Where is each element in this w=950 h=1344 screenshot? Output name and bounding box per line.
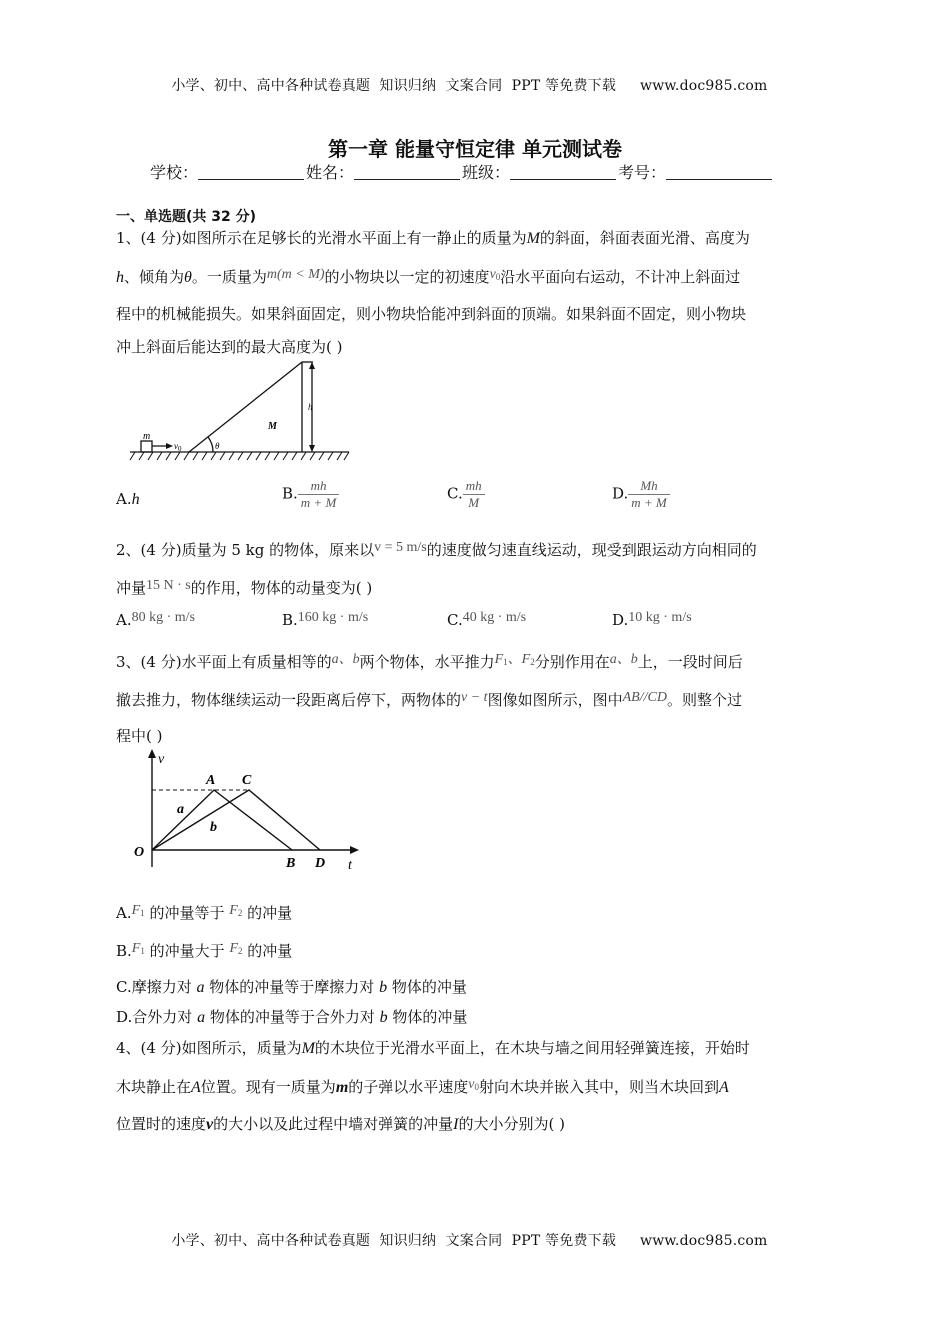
var-a: a: [196, 979, 205, 996]
var-a: a: [331, 652, 339, 667]
option-key: A.: [116, 611, 132, 629]
question-2-line-1: [116, 530, 836, 568]
var-M: M: [301, 1040, 315, 1057]
student-info-fields: [150, 160, 774, 183]
var-b: b: [630, 652, 638, 667]
question-1-line-3: 程中的机械能损失。如果斜面固定，则小物块恰能冲到斜面的顶端。如果斜面不固定，则小物块: [116, 305, 747, 323]
text: 位置时的速度: [116, 1115, 207, 1133]
label-M: M: [268, 421, 277, 432]
text: 冲量: [116, 579, 147, 597]
question-3-line-1: [116, 642, 836, 680]
option-key: D.: [612, 484, 629, 503]
question-2-line-2: [116, 568, 836, 606]
option-value: h: [131, 491, 140, 508]
angle-arc: [208, 437, 213, 452]
text: 撤去推力，物体继续运动一段距离后停下，两物体的: [116, 691, 462, 709]
label-b: b: [210, 820, 217, 835]
math-impulse: 15 N · s: [146, 578, 191, 593]
text: 如图所示在足够长的光滑水平面上有一静止的质量为: [181, 229, 527, 247]
text: 。一质量为: [191, 268, 267, 286]
q1-option-a[interactable]: [116, 490, 140, 509]
var-A: A: [191, 1079, 201, 1096]
option-key: D.: [612, 611, 629, 629]
var-I: I: [453, 1116, 459, 1133]
text: 的小物块以一定的初速度: [324, 268, 490, 286]
question-2: [116, 530, 836, 606]
field-exam-number-blank[interactable]: [666, 165, 772, 180]
label-m: m: [143, 431, 151, 442]
line-b-CD: [152, 790, 320, 850]
math-v0: [490, 267, 501, 282]
question-number: 1、(4 分): [116, 229, 182, 247]
question-4-line-2: [116, 1067, 836, 1106]
option-key: C.: [447, 484, 463, 503]
var-F2: $F_2$: [229, 941, 243, 956]
option-value: 40 kg · m/s: [462, 610, 527, 625]
text: 、倾角为: [124, 268, 185, 286]
math-mass-condition: m(m < M): [266, 267, 325, 282]
var-v: v: [206, 1116, 214, 1133]
var-F1: $F_1$: [131, 903, 145, 918]
header-banner: [162, 59, 768, 95]
math-v-t: v − t: [461, 690, 488, 705]
option-key: C.: [447, 611, 463, 629]
label-O: O: [134, 845, 145, 860]
denominator: M: [468, 495, 480, 510]
var-h: h: [116, 269, 124, 286]
text: 水平面上有质量相等的: [181, 653, 332, 671]
option-key: B.: [282, 484, 298, 503]
q2-option-c[interactable]: [447, 610, 526, 629]
text: 摩擦力对: [131, 978, 192, 996]
var-F2: $F_2$: [229, 903, 243, 918]
question-1-line-2: [116, 257, 836, 296]
fraction: [628, 478, 670, 511]
incline-surface: [189, 362, 302, 452]
text: 质量为 5 kg 的物体，原来以: [181, 541, 375, 559]
header-banner-text: 小学、初中、高中各种试卷真题 知识归纳 文案合同 PPT 等免费下载: [171, 78, 617, 94]
field-school-blank[interactable]: [198, 165, 304, 180]
text: 的冲量等于: [149, 904, 225, 922]
text: 物体的冲量: [392, 1008, 468, 1026]
question-3-line-3: 程中( ): [116, 727, 163, 745]
field-class-label: 班级：: [462, 163, 511, 182]
label-v: $v_0$: [174, 441, 182, 453]
separator: 、: [338, 652, 353, 667]
separator: 、: [616, 652, 631, 667]
field-name-label: 姓名：: [306, 163, 355, 182]
line-a-AB: [152, 790, 292, 850]
separator: 、: [507, 652, 522, 667]
label-B: B: [286, 856, 296, 871]
label-D: D: [315, 856, 326, 871]
label-theta: θ: [215, 441, 220, 451]
text: 的冲量: [247, 904, 293, 922]
text: 位置。现有一质量为: [200, 1078, 336, 1096]
text: 木块静止在: [116, 1078, 192, 1096]
text: 物体的冲量: [391, 978, 467, 996]
text: 物体的冲量等于摩擦力对: [209, 978, 375, 996]
q3-option-c[interactable]: [116, 976, 467, 997]
text: 的斜面，斜面表面光滑、高度为: [539, 229, 750, 247]
text: 合外力对: [132, 1008, 193, 1026]
question-1-line-1: [116, 220, 836, 257]
var-b: b: [379, 979, 388, 996]
text: 的冲量: [247, 942, 293, 960]
subscript: 0: [495, 272, 501, 282]
field-name-blank[interactable]: [354, 165, 460, 180]
text: 射向木块并嵌入其中，则当木块回到: [479, 1078, 720, 1096]
var-b: b: [379, 1009, 388, 1026]
var-A: A: [719, 1079, 729, 1096]
q1-option-b[interactable]: [282, 478, 339, 511]
label-C: C: [242, 773, 252, 788]
q3-option-a[interactable]: [116, 902, 292, 923]
text: 分别作用在: [534, 653, 610, 671]
field-exam-number-label: 考号：: [618, 163, 667, 182]
q3-option-d[interactable]: [116, 1006, 467, 1027]
option-key: B.: [282, 611, 298, 629]
incline-diagram: [125, 355, 360, 467]
denominator: m + M: [631, 495, 667, 510]
q1-option-d[interactable]: [612, 478, 670, 511]
question-4-line-1: [116, 1030, 836, 1067]
var-theta: θ: [184, 269, 192, 286]
q1-option-c[interactable]: [447, 478, 485, 511]
text: 的大小分别为( ): [458, 1115, 565, 1133]
option-value: 10 kg · m/s: [628, 610, 692, 625]
field-school-label: 学校：: [150, 163, 199, 182]
field-class-blank[interactable]: [510, 165, 616, 180]
var-F1: $F_1$: [131, 941, 145, 956]
page-title: 第一章 能量守恒定律 单元测试卷: [328, 137, 622, 161]
question-number: 2、(4 分): [116, 541, 182, 559]
footer-banner: [162, 1214, 768, 1250]
label-A: A: [206, 773, 216, 788]
fraction: [298, 478, 340, 511]
option-value: 160 kg · m/s: [297, 610, 369, 625]
var-a: a: [609, 652, 617, 667]
q2-option-a[interactable]: [116, 610, 195, 629]
text: 上，一段时间后: [637, 653, 743, 671]
question-1: [116, 220, 836, 362]
q2-option-b[interactable]: [282, 610, 368, 629]
question-1-line-4: 冲上斜面后能达到的最大高度为( ): [116, 338, 343, 356]
q2-option-d[interactable]: [612, 610, 692, 629]
math-ab-parallel-cd: AB//CD: [622, 690, 667, 705]
numerator: mh: [463, 478, 485, 495]
var-F1: $F_1$: [494, 652, 508, 667]
option-value: 80 kg · m/s: [131, 610, 195, 625]
question-number: 3、(4 分): [116, 653, 182, 671]
option-key: A.: [116, 490, 132, 508]
text: 。则整个过: [666, 691, 742, 709]
option-key: D.: [116, 1008, 133, 1026]
section-title: 一、单选题(共 32 分): [116, 209, 257, 225]
question-3: [116, 642, 836, 754]
q3-option-b[interactable]: [116, 940, 292, 961]
var-a: a: [197, 1009, 206, 1026]
math-velocity: v = 5 m/s: [374, 540, 427, 555]
text: 的大小以及此过程中墙对弹簧的冲量: [213, 1115, 454, 1133]
question-4-line-3: [116, 1106, 836, 1143]
var-v: v: [489, 267, 496, 282]
text: 的速度做匀速直线运动，现受到跟运动方向相同的: [426, 541, 757, 559]
header-banner-url[interactable]: www.doc985.com: [640, 78, 768, 94]
label-h: h: [308, 402, 313, 412]
var-b: b: [352, 652, 360, 667]
var-m: m: [335, 1079, 349, 1096]
text: 物体的冲量等于合外力对: [209, 1008, 375, 1026]
text: 的木块位于光滑水平面上，在木块与墙之间用轻弹簧连接，开始时: [314, 1039, 750, 1057]
text: 两个物体，水平推力: [359, 653, 495, 671]
text: 如图所示，质量为: [181, 1039, 302, 1057]
numerator: mh: [298, 478, 340, 495]
option-key: A.: [116, 904, 132, 922]
fraction: [463, 478, 485, 511]
label-a: a: [177, 802, 184, 817]
footer-banner-text: 小学、初中、高中各种试卷真题 知识归纳 文案合同 PPT 等免费下载: [171, 1233, 617, 1249]
question-3-line-2: [116, 680, 836, 718]
text: 的子弹以水平速度: [348, 1078, 469, 1096]
text: 图像如图所示，图中: [487, 691, 623, 709]
question-number: 4、(4 分): [116, 1039, 182, 1057]
text: 的作用，物体的动量变为( ): [190, 579, 373, 597]
question-4: [116, 1030, 836, 1143]
numerator: Mh: [628, 478, 670, 495]
denominator: m + M: [300, 495, 337, 510]
math-v0: $v_0$: [468, 1077, 479, 1092]
option-key: B.: [116, 942, 132, 960]
vt-graph: [125, 745, 370, 875]
var-F2: $F_2$: [521, 652, 535, 667]
footer-banner-url[interactable]: www.doc985.com: [640, 1233, 768, 1249]
label-t: t: [348, 858, 352, 873]
text: 的冲量大于: [149, 942, 225, 960]
var-M: M: [526, 230, 540, 247]
label-v: v: [158, 752, 165, 767]
block-m: [141, 441, 152, 452]
option-key: C.: [116, 978, 132, 996]
text: 沿水平面向右运动，不计冲上斜面过: [500, 268, 741, 286]
